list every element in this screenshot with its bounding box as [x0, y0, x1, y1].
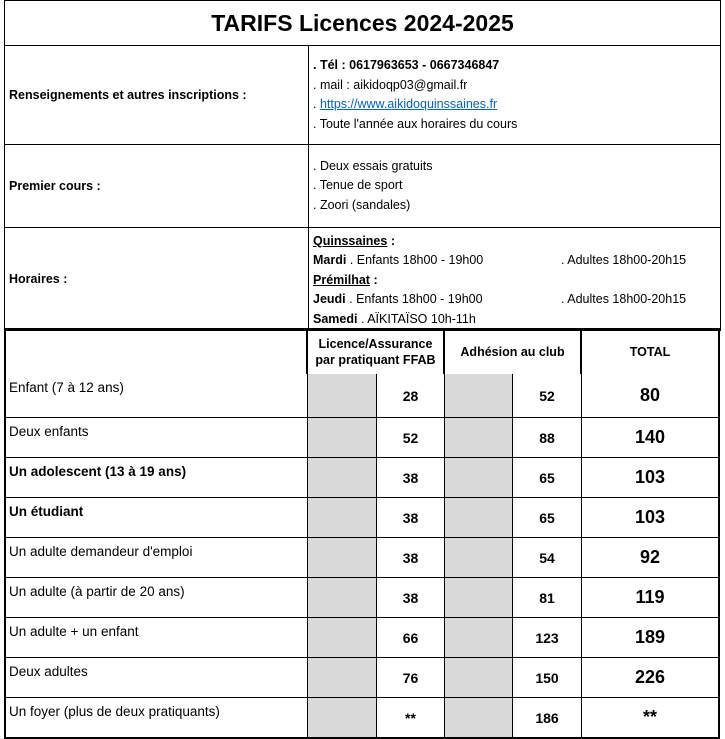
- row-label: Deux adultes: [6, 658, 308, 697]
- quinssaines-heading: [313, 232, 720, 252]
- samedi-day: Samedi: [313, 311, 358, 326]
- header-empty: [6, 330, 308, 374]
- licence-grey-cell: [308, 538, 377, 577]
- adhesion-grey-cell: [445, 698, 513, 737]
- adhesion-grey-cell: [445, 418, 513, 457]
- licence-value: 66: [377, 618, 445, 657]
- adhesion-value: 123: [513, 618, 582, 657]
- adhesion-value: 150: [513, 658, 582, 697]
- table-row: [6, 457, 718, 497]
- total-value: 103: [634, 507, 666, 527]
- total-value: 140: [634, 427, 666, 447]
- jeudi-line: [313, 290, 720, 310]
- adhesion-value: 65: [513, 458, 582, 497]
- total-value: **: [642, 707, 657, 727]
- premier-cours-label: Premier cours :: [5, 145, 309, 227]
- row-label: Un adulte (à partir de 20 ans): [6, 578, 308, 617]
- website-link[interactable]: https://www.aikidoquinssaines.fr: [319, 97, 498, 111]
- premier-cours-content: [309, 145, 720, 227]
- mardi-adultes: . Adultes 18h00-20h15: [561, 253, 687, 267]
- premier-cours-item: . Deux essais gratuits: [313, 158, 433, 173]
- adhesion-grey-cell: [445, 538, 513, 577]
- table-row: [6, 417, 718, 457]
- jeudi-adultes: . Adultes 18h00-20h15: [561, 292, 687, 306]
- adhesion-grey-cell: [445, 578, 513, 617]
- row-label: Un étudiant: [6, 498, 308, 537]
- premier-cours-item: . Tenue de sport: [313, 178, 403, 193]
- renseignements-label: Renseignements et autres inscriptions :: [5, 46, 309, 144]
- table-row: [6, 577, 718, 617]
- licence-value: 52: [377, 418, 445, 457]
- licence-grey-cell: [308, 458, 377, 497]
- quinssaines-suffix: :: [387, 233, 395, 248]
- table-row: [6, 697, 718, 737]
- row-label: Un adolescent (13 à 19 ans): [6, 458, 308, 497]
- licence-value: **: [377, 698, 445, 737]
- horaires-content: [309, 228, 720, 330]
- adhesion-grey-cell: [445, 498, 513, 537]
- jeudi-enfants-text: . Enfants 18h00 - 19h00: [345, 292, 483, 306]
- licence-grey-cell: [308, 374, 377, 417]
- premier-cours-row: [4, 145, 721, 228]
- mardi-enfants: [313, 251, 561, 271]
- price-table-header: [6, 330, 718, 374]
- licence-value: 28: [377, 374, 445, 417]
- mardi-enfants-text: . Enfants 18h00 - 19h00: [346, 253, 484, 267]
- premilhat-label: Prémilhat: [313, 272, 370, 287]
- adhesion-grey-cell: [445, 374, 513, 417]
- row-label: Un adulte + un enfant: [6, 618, 308, 657]
- adhesion-value: 81: [513, 578, 582, 617]
- row-label: Un foyer (plus de deux pratiquants): [6, 698, 308, 737]
- samedi-text: . AÏKITAÏSO 10h-11h: [357, 311, 476, 326]
- licence-grey-cell: [308, 698, 377, 737]
- website-line: [313, 95, 720, 115]
- adhesion-value: 52: [513, 374, 582, 417]
- adhesion-grey-cell: [445, 658, 513, 697]
- adhesion-grey-cell: [445, 458, 513, 497]
- phone-text: . Tél : 0617963653 - 0667346847: [313, 58, 500, 72]
- licence-value: 38: [377, 578, 445, 617]
- mardi-line: [313, 251, 720, 271]
- header-licence: Licence/Assurance par pratiquant FFAB: [308, 330, 445, 374]
- licence-grey-cell: [308, 498, 377, 537]
- website-prefix: .: [313, 97, 320, 111]
- total-value: 119: [635, 587, 665, 607]
- total-value: 226: [634, 667, 666, 687]
- licence-value: 38: [377, 458, 445, 497]
- samedi-line: [313, 310, 720, 330]
- table-row: [6, 497, 718, 537]
- total-value: 92: [639, 547, 661, 567]
- licence-grey-cell: [308, 618, 377, 657]
- renseignements-row: [4, 46, 721, 145]
- licence-grey-cell: [308, 418, 377, 457]
- adhesion-value: 88: [513, 418, 582, 457]
- adhesion-grey-cell: [445, 618, 513, 657]
- licence-value: 76: [377, 658, 445, 697]
- table-row: [6, 657, 718, 697]
- premilhat-suffix: :: [369, 272, 378, 287]
- mardi-day: Mardi: [313, 253, 347, 267]
- tarifs-sheet: [4, 0, 721, 331]
- table-row: [6, 374, 718, 417]
- total-value: 103: [634, 467, 666, 487]
- jeudi-enfants: [313, 290, 561, 310]
- schedule-note: . Toute l'année aux horaires du cours: [313, 116, 518, 131]
- adhesion-value: 186: [513, 698, 582, 737]
- licence-grey-cell: [308, 578, 377, 617]
- header-adhesion: Adhésion au club: [445, 330, 582, 374]
- horaires-label: Horaires :: [5, 228, 309, 330]
- renseignements-content: [309, 46, 720, 144]
- adhesion-value: 54: [513, 538, 582, 577]
- price-table: [4, 328, 720, 739]
- premier-cours-item: . Zoori (sandales): [313, 197, 411, 212]
- total-value: 80: [639, 385, 661, 405]
- table-row: [6, 617, 718, 657]
- adhesion-value: 65: [513, 498, 582, 537]
- row-label: Un adulte demandeur d'emploi: [6, 538, 308, 577]
- horaires-row: [4, 228, 721, 331]
- total-value: 189: [634, 627, 666, 647]
- premilhat-heading: [313, 271, 720, 291]
- row-label: Deux enfants: [6, 418, 308, 457]
- table-row: [6, 537, 718, 577]
- title-row: [4, 0, 721, 46]
- jeudi-day: Jeudi: [313, 292, 346, 306]
- licence-grey-cell: [308, 658, 377, 697]
- licence-value: 38: [377, 538, 445, 577]
- licence-value: 38: [377, 498, 445, 537]
- row-label: Enfant (7 à 12 ans): [6, 374, 308, 417]
- quinssaines-label: Quinssaines: [313, 233, 388, 248]
- header-total: TOTAL: [629, 345, 671, 359]
- page-title: TARIFS Licences 2024-2025: [211, 9, 514, 36]
- mail-text: . mail : aikidoqp03@gmail.fr: [313, 77, 468, 92]
